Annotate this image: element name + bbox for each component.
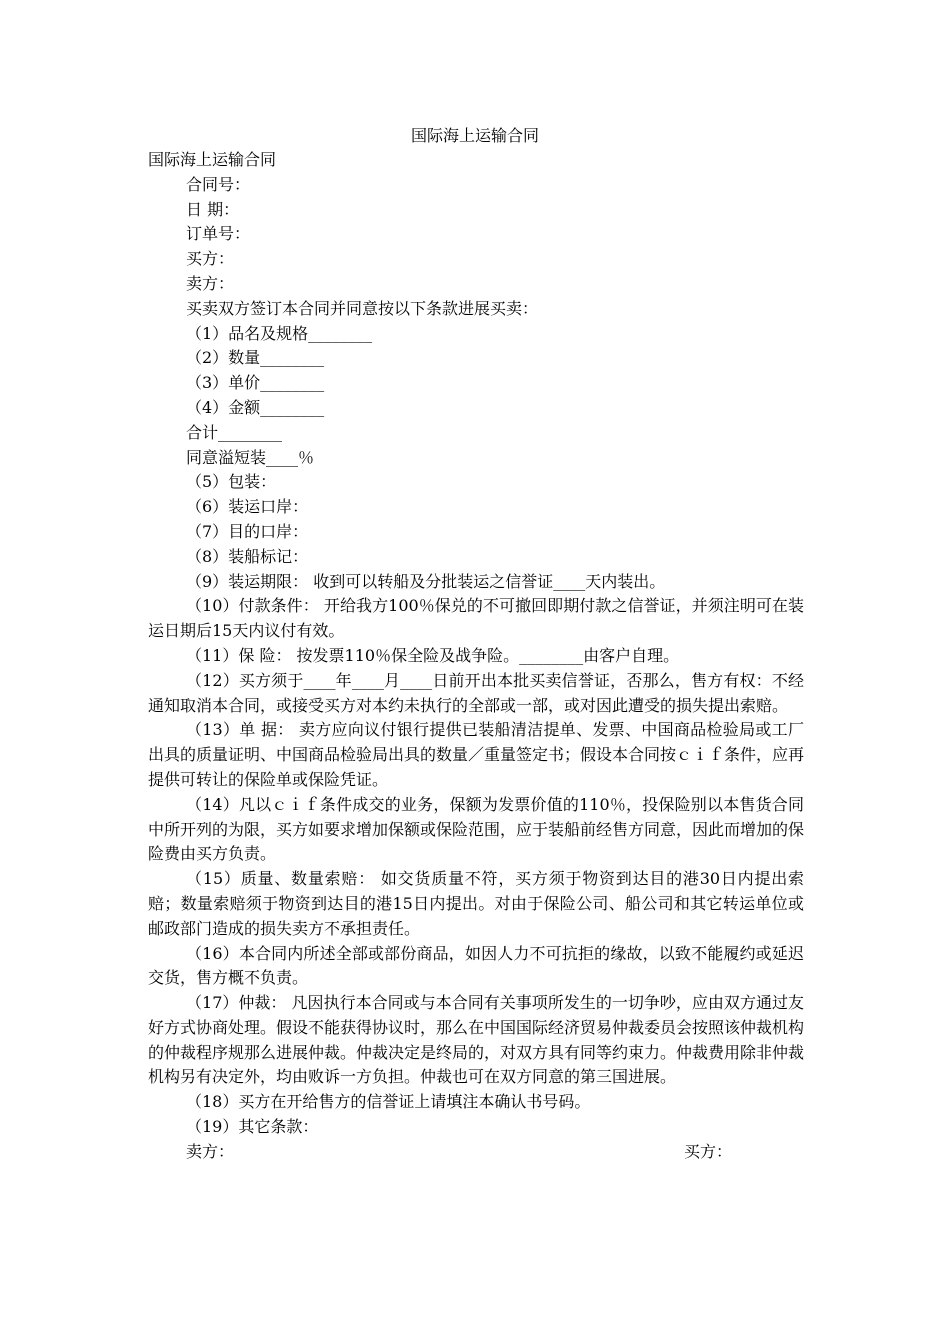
clause-documents: （13）单 据： 卖方应向议付银行提供已装船清洁提单、发票、中国商品检验局或工厂出具的质量证明、中国商品检验局出具的数量／重量签定书；假设本合同按ｃｉｆ条件，应再提供可转让的保险单或保险凭证。	[148, 720, 805, 789]
clause-arbitration: （17）仲裁： 凡因执行本合同或与本合同有关事项所发生的一切争吵，应由双方通过友好方式协商处理。假设不能获得协议时，那么在中国国际经济贸易仲裁委员会按照该仲裁机构的仲裁程序规那么进展仲裁。仲裁决定是终局的，对双方具有同等约束力。仲裁费用除非仲裁机构另有决定外，均由败诉一方负担。仲裁也可在双方同意的第三国进展。	[148, 993, 805, 1087]
field-seller: 卖方：	[186, 273, 235, 293]
item-port-loading: （6）装运口岸：	[186, 497, 309, 517]
clause-lc-reference: （18）买方在开给售方的信誉证上请填注本确认书号码。	[186, 1092, 591, 1112]
field-contract-no: 合同号：	[186, 174, 251, 194]
item-total: 合计________	[186, 422, 283, 442]
clause-lc-deadline: （12）买方须于____年____月____日前开出本批买卖信誉证，否那么，售方有权：不经通知取消本合同，或接受买方对本约未执行的全部或一部，或对因此遭受的损失提出索赔。	[148, 670, 804, 715]
item-quantity: （2）数量________	[186, 348, 325, 368]
field-date: 日 期：	[186, 199, 240, 219]
signature-row	[148, 1140, 804, 1165]
item-unit-price: （3）单价________	[186, 373, 325, 393]
clause-payment: （10）付款条件： 开给我方100％保兑的不可撤回即期付款之信誉证，并须注明可在装运日期后15天内议付有效。	[148, 596, 804, 641]
clause-claims: （15）质量、数量索赔： 如交货质量不符，买方须于物资到达目的港30日内提出索赔；数量索赔须于物资到达目的港15日内提出。对由于保险公司、船公司和其它转运单位或邮政部门造成的损失卖方不承担责任。	[148, 869, 804, 938]
item-name-spec: （1）品名及规格________	[186, 323, 373, 343]
document-title: 国际海上运输合同	[410, 126, 539, 145]
item-packing: （5）包装：	[186, 472, 277, 492]
item-shipment-period: （9）装运期限： 收到可以转船及分批装运之信誉证____天内装出。	[186, 571, 666, 591]
signature-seller: 卖方：	[186, 1141, 235, 1161]
clause-force-majeure: （16）本合同内所述全部或部份商品，如因人力不可抗拒的缘故，以致不能履约或延迟交货，售方概不负责。	[148, 943, 804, 988]
clause-insurance: （11）保 险： 按发票110％保全险及战争险。________由客户自理。	[186, 645, 680, 665]
item-amount: （4）金额________	[186, 397, 325, 417]
signature-buyer: 买方：	[683, 1141, 732, 1161]
document-body	[148, 148, 804, 1165]
item-shipping-marks: （8）装船标记：	[186, 546, 309, 566]
field-order-no: 订单号：	[186, 224, 251, 244]
clause-cif-insurance: （14）凡以ｃｉｆ条件成交的业务，保额为发票价值的110％，投保险别以本售货合同中所开列的为限，买方如要求增加保额或保险范围，应于装船前经售方同意，因此而增加的保险费由买方负责。	[148, 794, 805, 864]
document-subtitle: 国际海上运输合同	[148, 150, 277, 169]
contract-intro: 买卖双方签订本合同并同意按以下条款进展买卖：	[186, 298, 539, 318]
field-buyer: 买方：	[186, 249, 235, 269]
item-port-destination: （7）目的口岸：	[186, 521, 309, 541]
clause-other-terms: （19）其它条款：	[186, 1117, 319, 1137]
item-tolerance: 同意溢短装____％	[186, 447, 315, 467]
